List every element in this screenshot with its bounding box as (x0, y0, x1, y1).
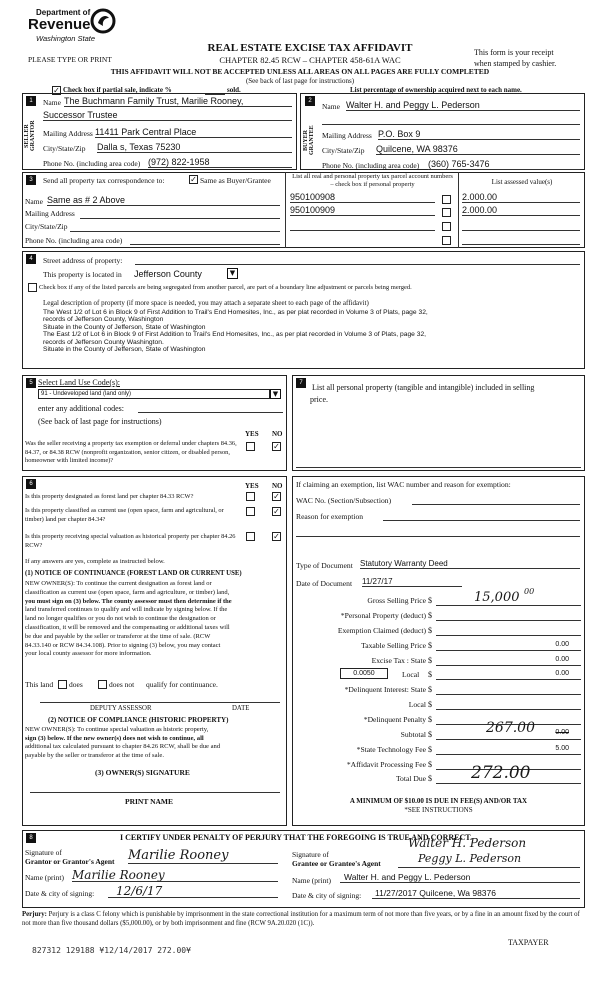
seller-phone-label: Phone No. (including area code) (43, 159, 141, 168)
notice1-line-g: be due and payable by the seller or transferor at the time of sale. (RCW (25, 632, 211, 640)
grantee-name-label: Name (print) (292, 876, 331, 885)
dor-emblem-icon (90, 8, 116, 34)
personal-property-label-a: List all personal property (tangible and intangible) included in selling (312, 383, 535, 392)
parcel-3-field[interactable] (290, 230, 435, 231)
historical-yes-checkbox[interactable] (246, 532, 255, 541)
affidavit-fee-label: *Affidavit Processing Fee (346, 760, 426, 769)
seller-city-field[interactable]: Dalla s, Texas 75230 (97, 142, 292, 153)
buyer-city-field[interactable]: Quilcene, WA 98376 (376, 144, 580, 155)
local-label: Local (402, 670, 420, 679)
legal-desc-label: Legal description of property (if more space is needed, you may attach a separate sheet to each page of the affidavit) (43, 299, 369, 307)
notice2-line-c: additional tax calculated pursuant to chapter 84.26 RCW, shall be due and (25, 743, 221, 750)
street-address-field[interactable] (135, 264, 580, 265)
exemption-deduct-field[interactable] (436, 626, 581, 636)
dept-line3: Washington State (36, 34, 96, 43)
notice1-line-h: 84.33.140 or RCW 84.34.108). Prior to signing (3) below, you may contact (25, 641, 221, 649)
grantee-signature-1[interactable]: Walter H. Pederson (408, 836, 527, 850)
assessed-2-field[interactable]: 2.000.00 (462, 205, 580, 216)
tech-fee-label: *State Technology Fee (356, 745, 426, 754)
parcel-header: List all real and personal property tax parcel account numbers – check box if personal property (292, 173, 453, 188)
land-use-label: Select Land Use Code(s): (38, 378, 120, 387)
local-dollar: $ (428, 670, 432, 679)
doc-date-label: Date of Document (296, 579, 353, 588)
notice2-line-b: sign (3) below. If the new owner(s) does not wish to continue, all (25, 734, 204, 742)
delinq-penalty-dollar: $ (428, 715, 432, 724)
notice1-line-d: land transferred continues to qualify and will indicate by signing below. If the (25, 606, 228, 614)
taxable-label: Taxable Selling Price (361, 641, 426, 650)
section-8-number: 8 (26, 833, 36, 843)
assessed-1-field[interactable]: 2.000.00 (462, 192, 580, 203)
taxable-dollar: $ (428, 641, 432, 650)
gross-value: 15,000 (474, 590, 520, 605)
section-2-number: 2 (305, 96, 315, 106)
notice1-line-f: classification, it will be removed and the compensating or additional taxes will (25, 623, 230, 631)
parcel-2-personal-checkbox[interactable] (442, 208, 451, 217)
historical-no-checkbox[interactable]: ✓ (273, 532, 280, 541)
notice2-title: (2) NOTICE OF COMPLIANCE (HISTORIC PROPERTY) (48, 716, 229, 724)
delinq-interest-dollar: $ (428, 685, 432, 694)
assessed-3-field[interactable] (462, 230, 580, 231)
grantor-date-label: Date & city of signing: (25, 889, 95, 898)
county-dropdown-icon[interactable]: ▼ (227, 268, 238, 279)
excise-state-label: Excise Tax : State (371, 656, 426, 665)
local-rate-field[interactable]: 0.0050 (340, 668, 388, 679)
subtotal-field[interactable] (436, 720, 581, 740)
legal-desc-text[interactable] (43, 309, 563, 353)
gross-field[interactable] (436, 587, 581, 606)
seller-name-field[interactable]: The Buchmann Family Trust, Marilie Rooney, (64, 96, 292, 107)
grantor-sig-label-1: Signature of (25, 848, 62, 857)
section-3-number: 3 (26, 175, 36, 185)
current-use-no-checkbox[interactable]: ✓ (273, 507, 280, 516)
grantor-name-label: Name (print) (25, 873, 64, 882)
excise-state-dollar: $ (428, 656, 432, 665)
deputy-assessor-line[interactable] (40, 702, 280, 703)
segregate-label: Check box if any of the listed parcels are being segregated from another parcel, are part of a boundary line adjustment or parcels being merged. (39, 284, 412, 291)
buyer-side-label: BUYER GRANTEE (303, 125, 315, 155)
does-not-label: does not (109, 680, 135, 689)
legal-2a: The East 1/2 of Lot 6 in Block 9 of First Addition to Trail's End Homesites, Inc., as per plat recorded in Volume 3 of Plats, page 32, (43, 331, 427, 339)
total-due-dollar: $ (428, 774, 432, 783)
certify-statement: I CERTIFY UNDER PENALTY OF PERJURY THAT THE FOREGOING IS TRUE AND CORRECT. (120, 833, 473, 842)
taxpayer-label: TAXPAYER (508, 938, 549, 947)
buyer-name-field-2[interactable] (322, 124, 580, 125)
additional-codes-label: enter any additional codes: (38, 404, 124, 413)
land-does-checkbox[interactable] (58, 680, 67, 689)
receipt-line1: This form is your receipt (474, 48, 554, 57)
delinq-local-label: Local (408, 700, 426, 709)
segregate-checkbox[interactable] (28, 283, 37, 292)
county-select[interactable]: Jefferson County (134, 269, 202, 279)
delinq-local-field[interactable] (436, 700, 581, 710)
sec5-no-header: NO (272, 430, 283, 438)
forest-yes-checkbox[interactable] (246, 492, 255, 501)
grantor-signature[interactable]: Marilie Rooney (128, 848, 278, 864)
form-warning: THIS AFFIDAVIT WILL NOT BE ACCEPTED UNLESS ALL AREAS ON ALL PAGES ARE FULLY COMPLETED (110, 67, 490, 76)
taxable-field[interactable]: 0.00 (436, 641, 581, 651)
reason-field-2[interactable] (296, 536, 580, 537)
forest-land-question: Is this property designated as forest land per chapter 84.33 RCW? (25, 493, 194, 500)
notice1-line-a: NEW OWNER(S): To continue the current designation as forest land or (25, 580, 212, 587)
gross-cents: 00 (524, 587, 535, 596)
wac-label: WAC No. (Section/Subsection) (296, 496, 392, 505)
form-title: REAL ESTATE EXCISE TAX AFFIDAVIT (207, 42, 413, 54)
grantee-name-print[interactable]: Walter H. and Peggy L. Pederson (340, 872, 580, 883)
sec3-phone-field[interactable] (130, 244, 280, 245)
section-6-number: 6 (26, 479, 36, 489)
grantee-sig-label-1: Signature of (292, 850, 329, 859)
notice1-title: (1) NOTICE OF CONTINUANCE (FOREST LAND OR CURRENT USE) (25, 570, 242, 577)
exemption-deduct-dollar: $ (428, 626, 432, 635)
sec3-city-label: City/State/Zip (25, 222, 68, 231)
owner-signature-line[interactable] (30, 792, 280, 793)
minimum-due-note: A MINIMUM OF $10.00 IS DUE IN FEE(S) AND/OR TAX (349, 797, 528, 805)
parcel-1-personal-checkbox[interactable] (442, 195, 451, 204)
buyer-city-label: City/State/Zip (322, 146, 365, 155)
assessed-header: List assessed value(s) (491, 178, 553, 186)
affidavit-fee-dollar: $ (428, 760, 432, 769)
send-tax-label: Send all property tax correspondence to: (43, 176, 165, 185)
exemption-question: Was the seller receiving a property tax exemption or deferral under chapters 84.36, 84.37, or 84.38 RCW (nonprofit organization, senior citizen, or disabled person, homeowner with limited income)? (25, 440, 237, 464)
land-use-select[interactable]: 91 - Undeveloped land (land only) (38, 389, 270, 399)
sec3-mail-label: Mailing Address (25, 209, 75, 218)
tech-fee-field[interactable]: 5.00 (436, 745, 581, 755)
notice2-line-d: payable by the seller or transferor at the time of sale. (25, 751, 164, 759)
partial-sale-label: Check box if partial sale, indicate % (63, 86, 172, 94)
delinq-interest-field[interactable] (436, 685, 581, 695)
legal-1a: The West 1/2 of Lot 6 in Block 9 of First Addition to Trail's End Homesites, Inc., as per plat recorded in Volume 3 of Plats, page 32, (43, 309, 428, 316)
located-in-label: This property is located in (43, 270, 122, 279)
section-7-number: 7 (296, 378, 306, 388)
buyer-phone-field[interactable]: (360) 765-3476 (428, 159, 580, 170)
personal-deduct-dollar: $ (428, 611, 432, 620)
sec3-name-label: Name (25, 197, 43, 206)
legal-2c: Situate in the County of Jefferson, State of Washington (43, 346, 206, 354)
exemption-yes-checkbox[interactable] (246, 442, 255, 451)
sold-label: sold. (227, 86, 241, 94)
does-label: does (69, 680, 83, 689)
sec3-phone-label: Phone No. (including area code) (25, 236, 123, 245)
perjury-label: Perjury: (22, 911, 47, 918)
dept-line1: Department of (36, 8, 91, 17)
buyer-name-label: Name (322, 102, 340, 111)
historical-question: Is this property receiving special valuation as historical property per chapter 84.26 RCW? (25, 533, 236, 549)
sec6-yes-header: YES (245, 482, 259, 490)
delinq-interest-label: *Delinquent Interest: State (344, 685, 426, 694)
exemption-deduct-label: Exemption Claimed (deduct) (337, 626, 426, 635)
form-chapter: CHAPTER 82.45 RCW – CHAPTER 458-61A WAC (219, 55, 401, 65)
receipt-line2: when stamped by cashier. (474, 59, 557, 68)
personal-deduct-label: *Personal Property (deduct) (340, 611, 426, 620)
street-address-label: Street address of property: (43, 256, 123, 265)
buyer-mail-field[interactable]: P.O. Box 9 (378, 129, 580, 140)
exemption-no-checkbox[interactable]: ✓ (273, 442, 280, 451)
personal-property-field[interactable] (296, 467, 581, 468)
dept-line2: Revenue (28, 16, 91, 33)
notice2-line-a: NEW OWNER(S): To continue special valuation as historic property, (25, 726, 209, 733)
grantee-signature-2[interactable]: Peggy L. Pederson (398, 852, 580, 868)
wac-field[interactable] (412, 504, 580, 505)
gross-label: Gross Selling Price (367, 596, 426, 605)
partial-sale-checkbox[interactable]: ✓ (53, 86, 60, 95)
reason-field[interactable] (383, 520, 580, 521)
sec3-mail-field[interactable] (80, 218, 280, 219)
owner-signature-label: (3) OWNER(S) SIGNATURE (95, 768, 190, 777)
seller-side-label: SELLER GRANTOR (24, 120, 36, 152)
subtotal-handwritten: 267.00 (486, 720, 535, 736)
notice1-body (25, 580, 285, 659)
notice1-line-b: classification as current use (open space, farm and agriculture, or timber) land, (25, 588, 230, 596)
subtotal-struck: 0.00 (555, 729, 569, 736)
grantor-date-field[interactable]: 12/6/17 (108, 884, 278, 898)
seller-mail-label: Mailing Address (43, 129, 93, 138)
sec5-yes-header: YES (245, 430, 259, 438)
same-as-buyer-checkbox[interactable]: ✓ (190, 175, 197, 184)
sec5-see-back: (See back of last page for instructions) (38, 417, 162, 426)
parcel-2-field[interactable]: 950100909 (290, 205, 435, 216)
current-use-yes-checkbox[interactable] (246, 507, 255, 516)
seller-city-label: City/State/Zip (43, 144, 86, 153)
current-use-question: Is this property classified as current use (open space, farm and agricultural, or timber) land per chapter 84.34? (25, 507, 224, 523)
total-due-field[interactable] (436, 763, 581, 784)
personal-property-label-b: price. (310, 395, 328, 404)
delinq-penalty-label: *Delinquent Penalty (363, 715, 426, 724)
doc-date-field[interactable]: 11/27/17 (362, 577, 462, 587)
notice1-line-c: you must sign on (3) below. The county assessor must then determine if the (25, 597, 232, 605)
seller-name-label: Name (43, 98, 61, 107)
deputy-date-label: DATE (232, 705, 250, 712)
land-does-not-checkbox[interactable] (98, 680, 107, 689)
buyer-mail-label: Mailing Address (322, 131, 372, 140)
any-yes-note: If any answers are yes, complete as instructed below. (25, 558, 165, 565)
legal-1b: records of Jefferson County, Washington (43, 316, 164, 324)
doc-type-field[interactable]: Statutory Warranty Deed (360, 559, 580, 569)
notice1-line-e: land no longer qualifies or you do not wish to continue the designation or (25, 615, 216, 623)
cashier-stamp: 827312 129188 ¥12/14/2017 272.00¥ (32, 946, 191, 955)
section-1-number: 1 (26, 96, 36, 106)
seller-phone-field[interactable]: (972) 822-1958 (148, 157, 292, 168)
total-due-label: Total Due (395, 774, 426, 783)
see-back-note: (See back of last page for instructions) (245, 77, 355, 85)
grantee-date-field[interactable]: 11/27/2017 Quilcene, Wa 98376 (372, 888, 580, 899)
sec3-name-field[interactable]: Same as # 2 Above (47, 195, 280, 206)
seller-mail-field[interactable]: 11411 Park Central Place (95, 127, 292, 138)
deputy-assessor-label: DEPUTY ASSESSOR (90, 705, 152, 712)
sec3-city-field[interactable] (70, 231, 280, 232)
section-4-number: 4 (26, 254, 36, 264)
grantor-sig-label-2: Grantor or Grantor's Agent (25, 857, 115, 866)
qualify-label: qualify for continuance. (146, 680, 218, 689)
list-pct-note: List percentage of ownership acquired next to each name. (350, 86, 522, 94)
see-instructions-note: *SEE INSTRUCTIONS (404, 806, 473, 814)
land-use-dropdown-icon[interactable]: ▼ (270, 389, 281, 399)
this-land-label: This land (25, 680, 54, 689)
section-5-number: 5 (26, 378, 36, 388)
legal-2b: records of Jefferson County Washington. (43, 338, 164, 346)
subtotal-dollar: $ (428, 730, 432, 739)
notice1-line-i: your local county assessor for more information. (25, 650, 152, 658)
seller-name-field-2[interactable]: Successor Trustee (43, 110, 292, 121)
parcel-1-field[interactable]: 950100908 (290, 192, 435, 203)
delinq-local-dollar: $ (428, 700, 432, 709)
grantee-date-label: Date & city of signing: (292, 891, 362, 900)
sec6-no-header: NO (272, 482, 283, 490)
claiming-exemption-label: If claiming an exemption, list WAC number and reason for exemption: (296, 480, 511, 489)
additional-codes-field[interactable] (138, 412, 283, 413)
personal-deduct-field[interactable] (436, 611, 581, 621)
parcel-3-personal-checkbox[interactable] (442, 222, 451, 231)
notice2-body (25, 726, 285, 760)
grantor-name-print[interactable]: Marilie Rooney (72, 868, 278, 882)
assessed-4-field[interactable] (462, 244, 580, 245)
legal-1c: Situate in the County of Jefferson, State of Washington (43, 323, 206, 331)
gross-dollar: $ (428, 596, 432, 605)
reason-label: Reason for exemption (296, 512, 364, 521)
calc-table (296, 587, 581, 783)
dor-logo (28, 8, 123, 50)
local-field[interactable]: 0.00 (436, 670, 581, 680)
doc-type-label: Type of Document (296, 561, 353, 570)
tech-fee-dollar: $ (428, 745, 432, 754)
type-or-print: PLEASE TYPE OR PRINT (28, 55, 112, 64)
buyer-name-field[interactable]: Walter H. and Peggy L. Pederson (346, 100, 580, 111)
grantee-sig-label-2: Grantee or Grantee's Agent (292, 859, 381, 868)
parcel-4-personal-checkbox[interactable] (442, 236, 451, 245)
same-as-buyer-label: Same as Buyer/Grantee (200, 176, 271, 185)
print-name-label: PRINT NAME (125, 797, 173, 806)
buyer-phone-label: Phone No. (including area code) (322, 161, 420, 170)
perjury-text: Perjury is a class C felony which is punishable by imprisonment in the state correctional institution for a maximum term of not more than five years, or by a fine in an amount fixed by the court of not more than five thousand dollars ($5,000.00), or by both imprisonment and fine (RCW 9A.20.020 (1C)). (22, 911, 580, 927)
forest-no-checkbox[interactable]: ✓ (273, 492, 280, 501)
perjury-note (22, 911, 582, 928)
total-due-handwritten: 272.00 (471, 763, 531, 783)
subtotal-label: Subtotal (400, 730, 426, 739)
excise-state-field[interactable]: 0.00 (436, 656, 581, 666)
